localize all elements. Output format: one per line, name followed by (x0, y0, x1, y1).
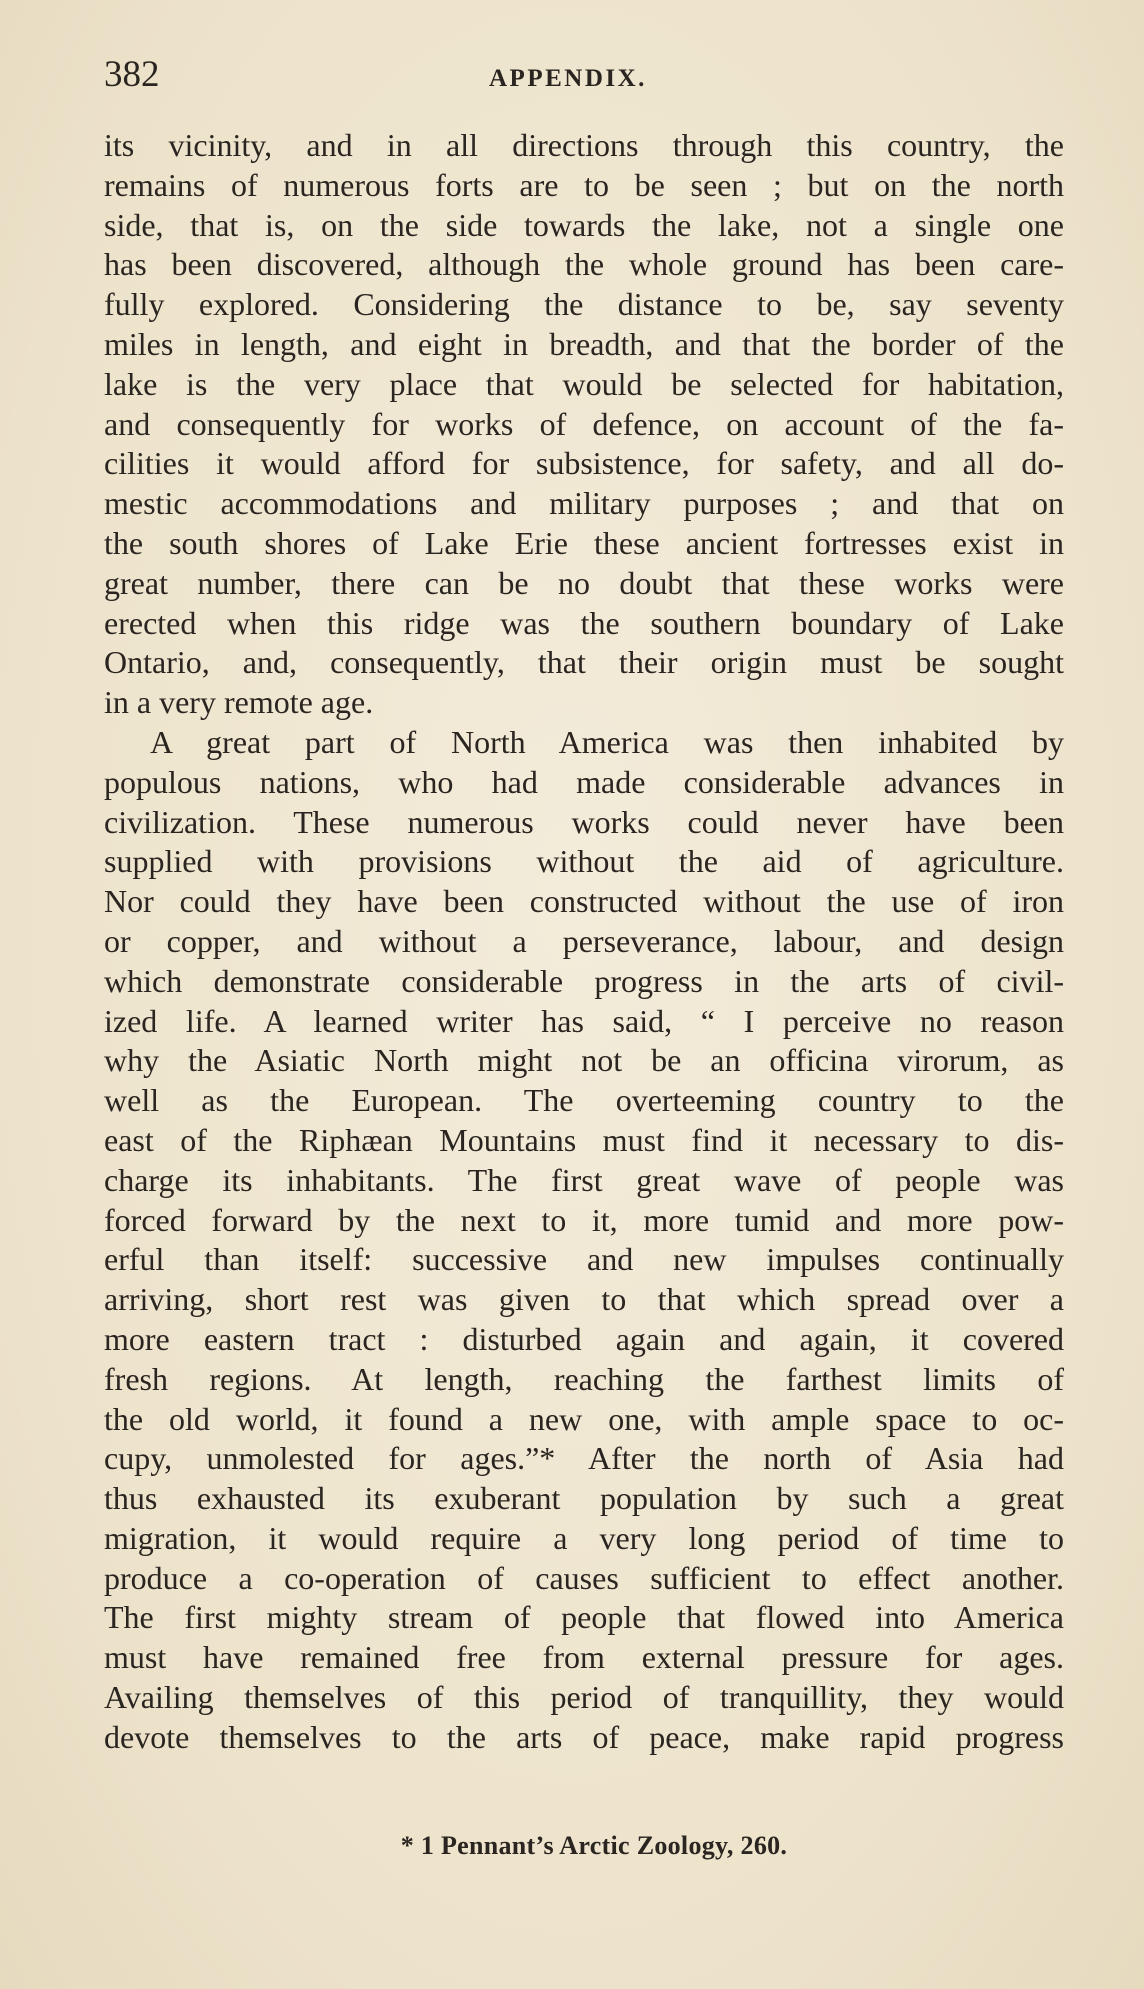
page-number: 382 (104, 54, 160, 95)
text-line: well as the European. The overteeming country to the (104, 1082, 1064, 1119)
text-line: or copper, and without a perseverance, labour, and design (104, 922, 1064, 959)
text-line: Availing themselves of this period of tranquillity, they would (104, 1679, 1064, 1716)
text-line: in a very remote age. (104, 684, 374, 721)
text-line: devote themselves to the arts of peace, make rapid progress (104, 1718, 1064, 1755)
text-line: cilities it would afford for subsistence, for safety, and all do- (104, 445, 1064, 482)
text-line: why the Asiatic North might not be an officina virorum, as (104, 1042, 1064, 1079)
text-line: The first mighty stream of people that flowed into America (104, 1599, 1064, 1636)
text-line: side, that is, on the side towards the lake, not a single one (104, 206, 1064, 243)
text-line: civilization. These numerous works could never have been (104, 803, 1064, 840)
text-line: east of the Riphæan Mountains must find it necessary to dis- (104, 1121, 1064, 1158)
text-line: migration, it would require a very long period of time to (104, 1519, 1064, 1556)
text-line: forced forward by the next to it, more tumid and more pow- (104, 1201, 1064, 1238)
text-line: miles in length, and eight in breadth, and that the border of the (104, 325, 1064, 362)
text-line: A great part of North America was then inhabited by (150, 723, 1064, 760)
text-line: thus exhausted its exuberant population by such a great (104, 1480, 1064, 1517)
text-line: the old world, it found a new one, with ample space to oc- (104, 1400, 1064, 1437)
text-line: charge its inhabitants. The first great wave of people was (104, 1161, 1064, 1198)
text-line: which demonstrate considerable progress in the arts of civil- (104, 962, 1064, 999)
body-text (104, 126, 1064, 1758)
text-line: cupy, unmolested for ages.”* After the north of Asia had (104, 1440, 1064, 1477)
text-line: the south shores of Lake Erie these ancient fortresses exist in (104, 524, 1064, 561)
text-line: ized life. A learned writer has said, “ I perceive no reason (104, 1002, 1064, 1039)
text-line: supplied with provisions without the aid of agriculture. (104, 843, 1064, 880)
text-line: Ontario, and, consequently, that their origin must be sought (104, 644, 1064, 681)
text-line: and consequently for works of defence, on account of the fa- (104, 405, 1064, 442)
text-line: great number, there can be no doubt that these works were (104, 564, 1064, 601)
text-line: populous nations, who had made considerable advances in (104, 763, 1064, 800)
text-line: produce a co-operation of causes sufficient to effect another. (104, 1559, 1064, 1596)
text-line: erected when this ridge was the southern boundary of Lake (104, 604, 1064, 641)
text-line: erful than itself: successive and new impulses continually (104, 1241, 1064, 1278)
text-line: Nor could they have been constructed without the use of iron (104, 883, 1064, 920)
text-line: its vicinity, and in all directions through this country, the (104, 127, 1064, 163)
running-title: APPENDIX. (489, 65, 647, 92)
text-line: lake is the very place that would be selected for habitation, (104, 365, 1064, 402)
footnote (0, 1826, 1144, 1866)
text-line: fully explored. Considering the distance to be, say seventy (104, 286, 1064, 323)
text-line: has been discovered, although the whole ground has been care- (104, 246, 1064, 283)
text-line: arriving, short rest was given to that which spread over a (104, 1281, 1064, 1318)
text-line: must have remained free from external pressure for ages. (104, 1639, 1064, 1676)
footnote-text: * 1 Pennant’s Arctic Zoology, 260. (400, 1831, 788, 1860)
text-line: remains of numerous forts are to be seen ; but on the north (104, 166, 1064, 203)
running-head (104, 50, 1064, 100)
text-line: mestic accommodations and military purposes ; and that on (104, 485, 1064, 522)
text-line: more eastern tract : disturbed again and again, it covered (104, 1320, 1064, 1357)
text-line: fresh regions. At length, reaching the farthest limits of (104, 1360, 1064, 1397)
